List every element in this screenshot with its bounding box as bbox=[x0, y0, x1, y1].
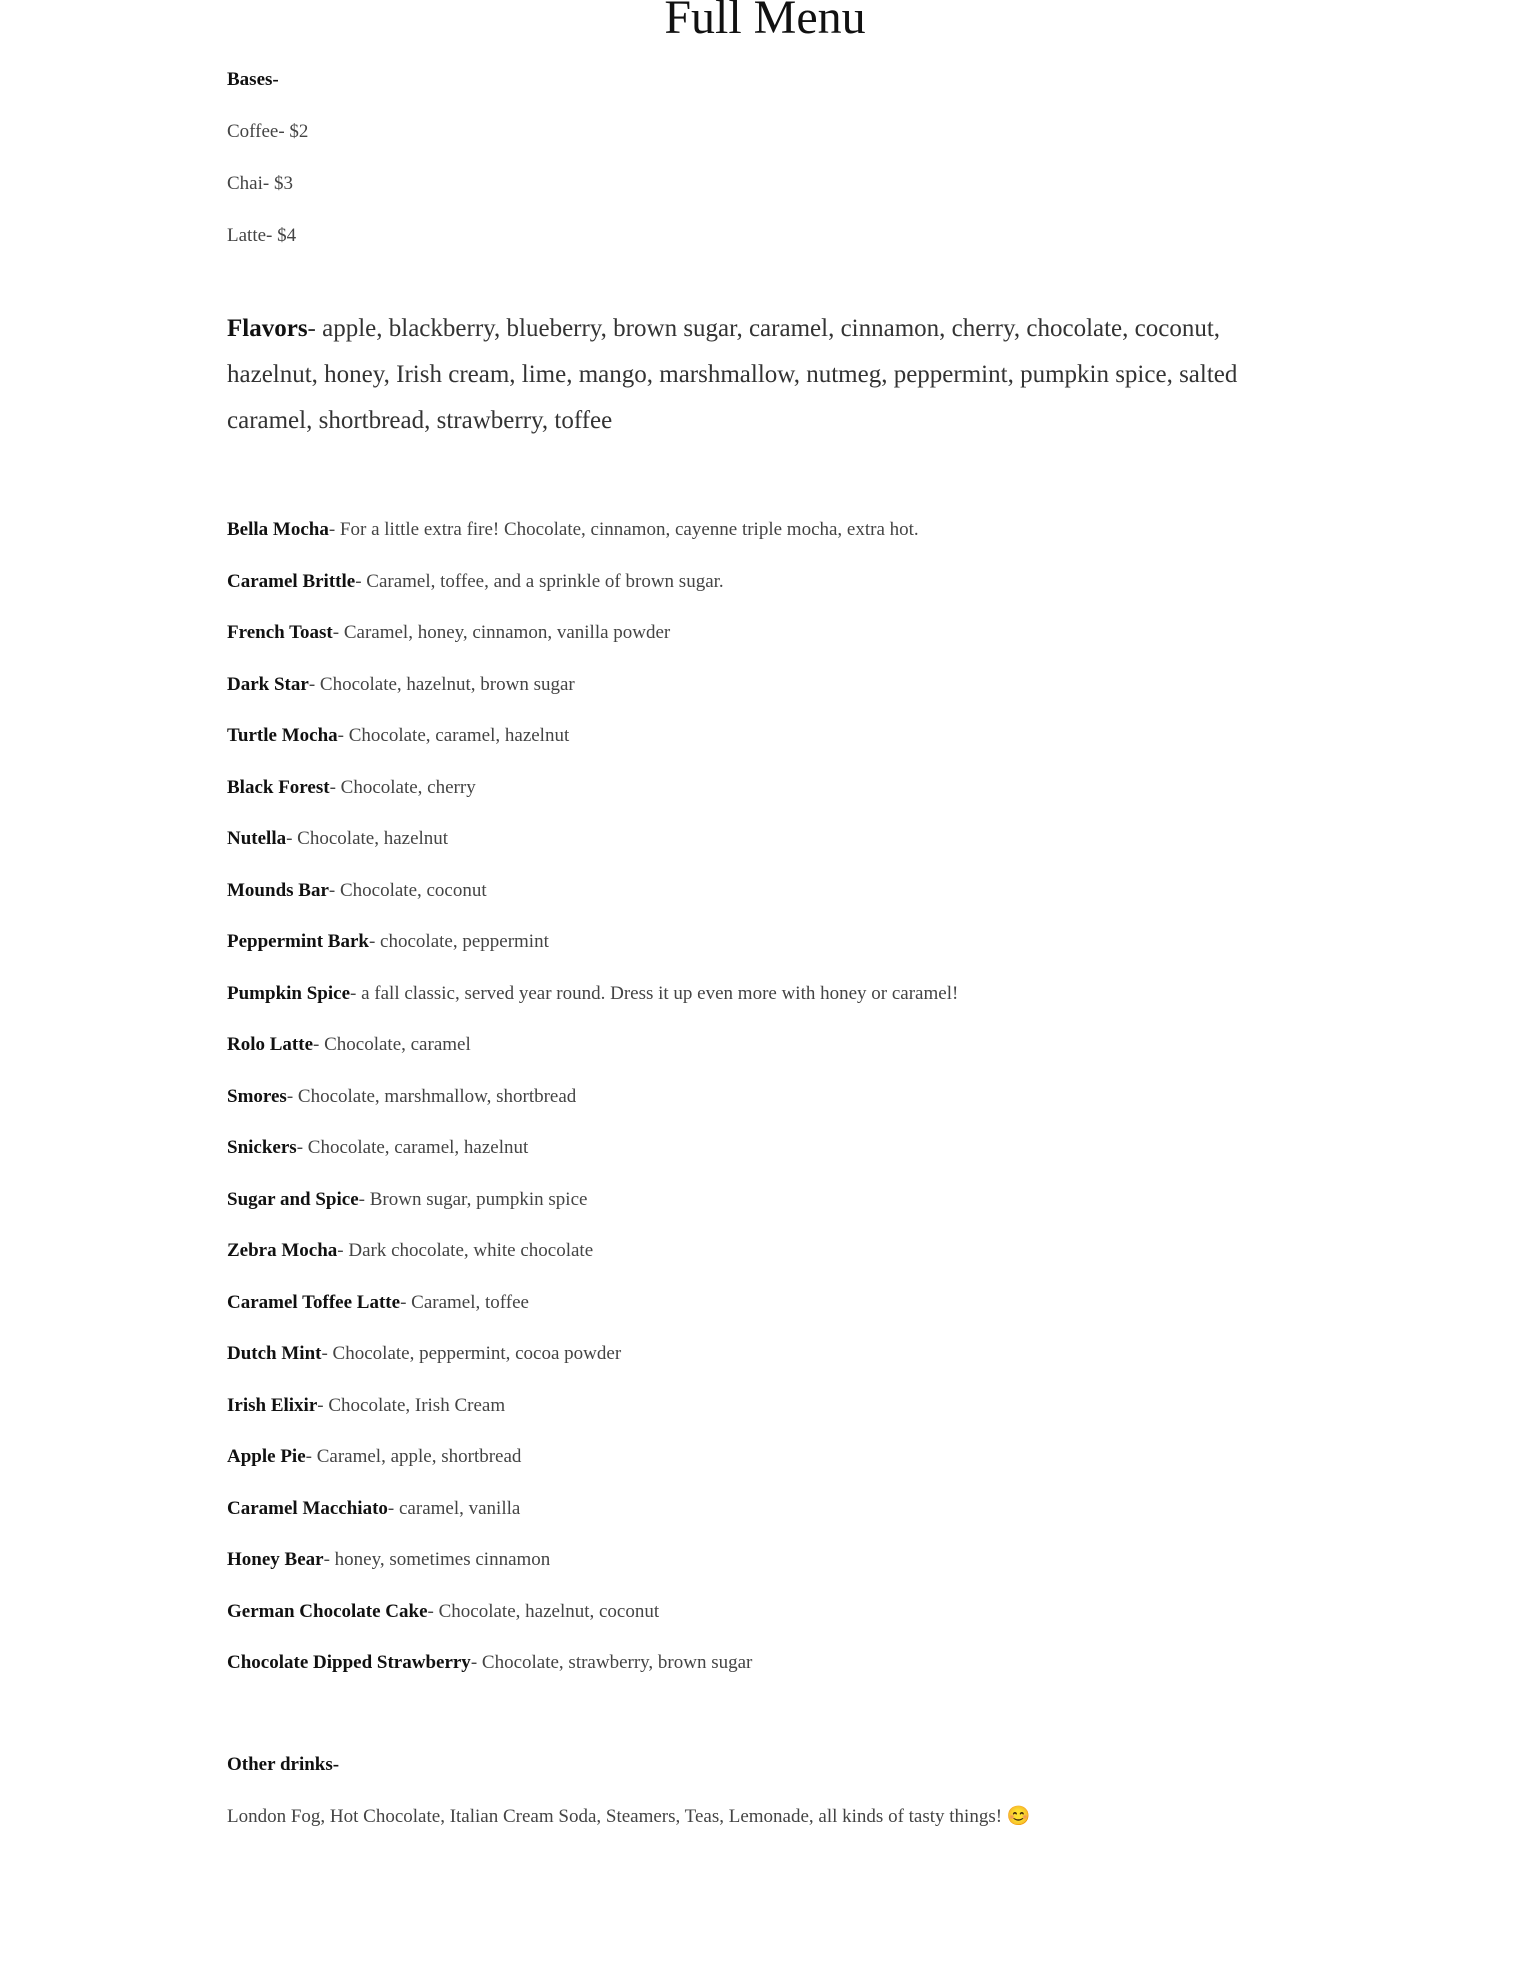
drink-name: Rolo Latte bbox=[227, 1034, 314, 1055]
page-title: Full Menu bbox=[664, 0, 866, 44]
drink-item bbox=[227, 1186, 1287, 1214]
drink-item bbox=[227, 1495, 1287, 1523]
drink-name: German Chocolate Cake bbox=[227, 1600, 428, 1622]
drink-name: Mounds Bar bbox=[227, 879, 329, 901]
drink-name: Nutella bbox=[227, 828, 287, 849]
drink-description: - Chocolate, caramel, hazelnut bbox=[337, 725, 570, 746]
drink-description: - Chocolate, caramel bbox=[313, 1034, 471, 1055]
drink-name: Dark Star bbox=[227, 673, 309, 695]
drink-item bbox=[227, 980, 1287, 1008]
drink-item bbox=[227, 928, 1287, 956]
drink-name: Zebra Mocha bbox=[227, 1240, 338, 1261]
other-drinks-heading: Other drinks- bbox=[227, 1754, 340, 1775]
drink-name: Caramel Toffee Latte bbox=[227, 1291, 401, 1313]
drink-name: Chocolate Dipped Strawberry bbox=[227, 1652, 471, 1673]
drink-item bbox=[227, 1546, 1287, 1574]
drink-item bbox=[227, 1392, 1287, 1420]
drink-description: - Chocolate, Irish Cream bbox=[317, 1394, 506, 1416]
drink-item bbox=[227, 619, 1287, 647]
drink-description: - Chocolate, peppermint, cocoa powder bbox=[321, 1343, 622, 1364]
drink-name: Caramel Brittle bbox=[227, 570, 356, 592]
drink-item bbox=[227, 568, 1287, 596]
drink-item bbox=[227, 1598, 1287, 1626]
flavors-label: Flavors bbox=[227, 315, 308, 342]
drink-description: - Caramel, toffee, and a sprinkle of brown sugar. bbox=[355, 570, 724, 592]
drink-description: - Brown sugar, pumpkin spice bbox=[358, 1188, 588, 1210]
base-item-chai: Chai- $3 bbox=[227, 173, 293, 194]
drink-description: - Dark chocolate, white chocolate bbox=[337, 1240, 594, 1261]
drink-name: Honey Bear bbox=[227, 1549, 324, 1570]
drink-name: Peppermint Bark bbox=[227, 931, 369, 952]
drink-item bbox=[227, 1443, 1287, 1471]
drink-name: French Toast bbox=[227, 622, 333, 643]
drink-item bbox=[227, 1289, 1287, 1317]
drink-item bbox=[227, 1134, 1287, 1162]
drink-description: - Chocolate, hazelnut bbox=[286, 828, 449, 849]
drinks-list bbox=[227, 516, 1287, 1677]
flavors-paragraph bbox=[227, 306, 1287, 444]
drink-description: - Caramel, apple, shortbread bbox=[305, 1446, 522, 1467]
drink-item bbox=[227, 1340, 1287, 1368]
drink-description: - Chocolate, strawberry, brown sugar bbox=[470, 1652, 753, 1673]
drink-description: - Chocolate, marshmallow, shortbread bbox=[286, 1085, 577, 1107]
drink-item bbox=[227, 516, 1287, 544]
drink-description: - chocolate, peppermint bbox=[368, 931, 549, 952]
drink-name: Sugar and Spice bbox=[227, 1188, 359, 1210]
drink-name: Irish Elixir bbox=[227, 1394, 318, 1416]
drink-item bbox=[227, 877, 1287, 905]
drink-name: Black Forest bbox=[227, 776, 330, 798]
drink-description: - Chocolate, hazelnut, brown sugar bbox=[308, 673, 575, 695]
drink-description: - Caramel, toffee bbox=[400, 1291, 529, 1313]
base-item-latte: Latte- $4 bbox=[227, 225, 297, 246]
drink-item bbox=[227, 1083, 1287, 1111]
drink-name: Smores bbox=[227, 1085, 287, 1107]
drink-description: - a fall classic, served year round. Dress it up even more with honey or caramel! bbox=[350, 982, 959, 1004]
drink-description: - Chocolate, cherry bbox=[329, 776, 476, 798]
drink-item bbox=[227, 1031, 1287, 1059]
drink-item bbox=[227, 1649, 1287, 1677]
base-item-coffee: Coffee- $2 bbox=[227, 121, 309, 142]
drink-description: - caramel, vanilla bbox=[387, 1497, 521, 1519]
bases-heading: Bases- bbox=[227, 69, 279, 90]
drink-name: Caramel Macchiato bbox=[227, 1497, 388, 1519]
drink-description: - For a little extra fire! Chocolate, cinnamon, cayenne triple mocha, extra hot. bbox=[328, 519, 919, 540]
drink-description: - Chocolate, caramel, hazelnut bbox=[296, 1137, 529, 1158]
drink-name: Pumpkin Spice bbox=[227, 982, 351, 1004]
drink-description: - honey, sometimes cinnamon bbox=[323, 1549, 551, 1570]
drink-description: - Chocolate, coconut bbox=[328, 879, 487, 901]
drink-description: - Chocolate, hazelnut, coconut bbox=[427, 1600, 660, 1622]
drink-item bbox=[227, 774, 1287, 802]
drink-description: - Caramel, honey, cinnamon, vanilla powder bbox=[332, 622, 671, 643]
drink-name: Turtle Mocha bbox=[227, 725, 338, 746]
drink-item bbox=[227, 1237, 1287, 1265]
drink-name: Bella Mocha bbox=[227, 519, 329, 540]
flavors-list: - apple, blackberry, blueberry, brown sugar, caramel, cinnamon, cherry, chocolate, coconut, hazelnut, honey, Irish cream, lime, mango, marshmallow, nutmeg, peppermint, pumpkin spice, salted caramel, shortbread, strawberry, toffee bbox=[227, 315, 1238, 434]
drink-item bbox=[227, 722, 1287, 750]
drink-name: Snickers bbox=[227, 1137, 297, 1158]
other-drinks-text: London Fog, Hot Chocolate, Italian Cream Soda, Steamers, Teas, Lemonade, all kinds of tasty things! 😊 bbox=[227, 1806, 1031, 1827]
drink-item bbox=[227, 825, 1287, 853]
drink-item bbox=[227, 671, 1287, 699]
menu-content bbox=[227, 66, 1287, 1831]
drink-name: Apple Pie bbox=[227, 1446, 306, 1467]
drink-name: Dutch Mint bbox=[227, 1343, 322, 1364]
